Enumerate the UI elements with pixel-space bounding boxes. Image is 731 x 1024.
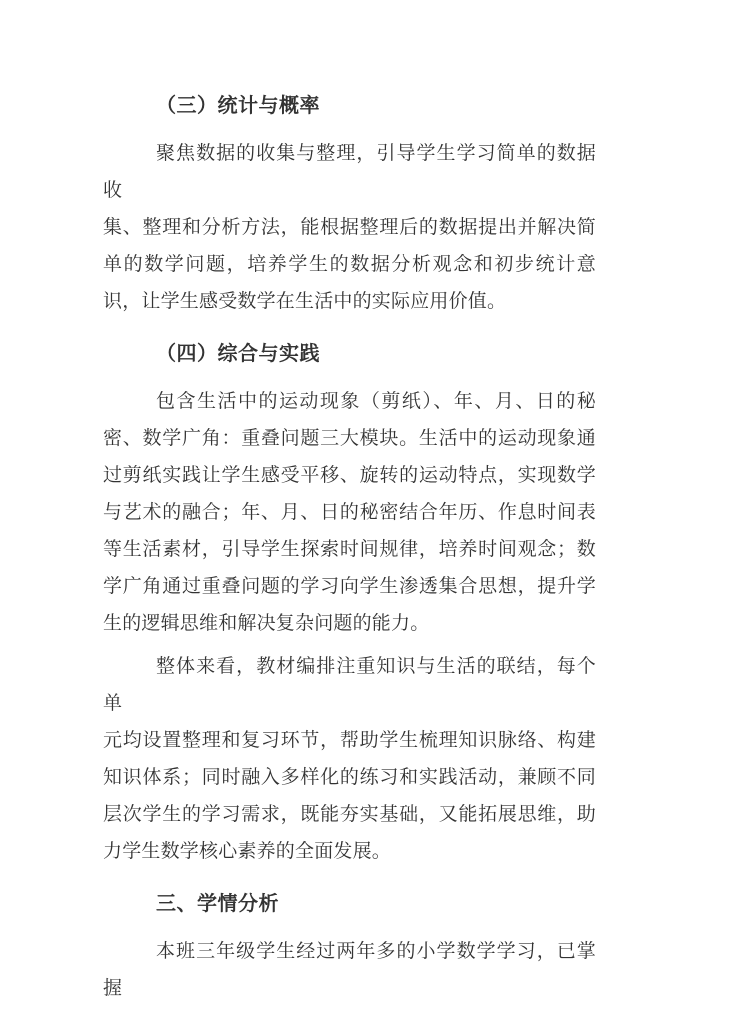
section-heading-statistics: （三）统计与概率 bbox=[156, 95, 320, 117]
paragraph bbox=[103, 933, 596, 1007]
paragraph-line: 层次学生的学习需求，既能夯实基础，又能拓展思维，助 bbox=[103, 804, 596, 825]
paragraph-line: 知识体系；同时融入多样化的练习和实践活动，兼顾不同 bbox=[103, 767, 596, 788]
paragraph-line: 生的逻辑思维和解决复杂问题的能力。 bbox=[103, 613, 430, 634]
paragraph-line: 整体来看，教材编排注重知识与生活的联结，每个单 bbox=[103, 656, 596, 714]
paragraph-line: 密、数学广角：重叠问题三大模块。生活中的运动现象通 bbox=[103, 428, 596, 449]
paragraph-line: 聚焦数据的收集与整理，引导学生学习简单的数据收 bbox=[103, 143, 596, 201]
paragraph-line: 过剪纸实践让学生感受平移、旋转的运动特点，实现数学 bbox=[103, 465, 596, 486]
paragraph-line: 单的数学问题，培养学生的数据分析观念和初步统计意 bbox=[103, 254, 596, 275]
section-heading-practice: （四）综合与实践 bbox=[156, 343, 320, 365]
paragraph-line: 学广角通过重叠问题的学习向学生渗透集合思想，提升学 bbox=[103, 576, 596, 597]
paragraph-line: 与艺术的融合；年、月、日的秘密结合年历、作息时间表 bbox=[103, 502, 596, 523]
paragraph-line: 集、整理和分析方法，能根据整理后的数据提出并解决简 bbox=[103, 217, 596, 238]
paragraph bbox=[103, 648, 596, 870]
paragraph-line: 识，让学生感受数学在生活中的实际应用价值。 bbox=[103, 291, 507, 312]
paragraph-line: 包含生活中的运动现象（剪纸）、年、月、日的秘 bbox=[156, 391, 596, 412]
paragraph-line: 等生活素材，引导学生探索时间规律，培养时间观念；数 bbox=[103, 539, 596, 560]
section-heading-learner-analysis: 三、学情分析 bbox=[156, 893, 279, 915]
paragraph-line: 本班三年级学生经过两年多的小学数学学习，已掌握 bbox=[103, 941, 596, 999]
paragraph bbox=[103, 135, 596, 320]
paragraph-line: 力学生数学核心素养的全面发展。 bbox=[103, 841, 392, 862]
paragraph bbox=[103, 383, 596, 642]
paragraph-line: 元均设置整理和复习环节，帮助学生梳理知识脉络、构建 bbox=[103, 730, 596, 751]
